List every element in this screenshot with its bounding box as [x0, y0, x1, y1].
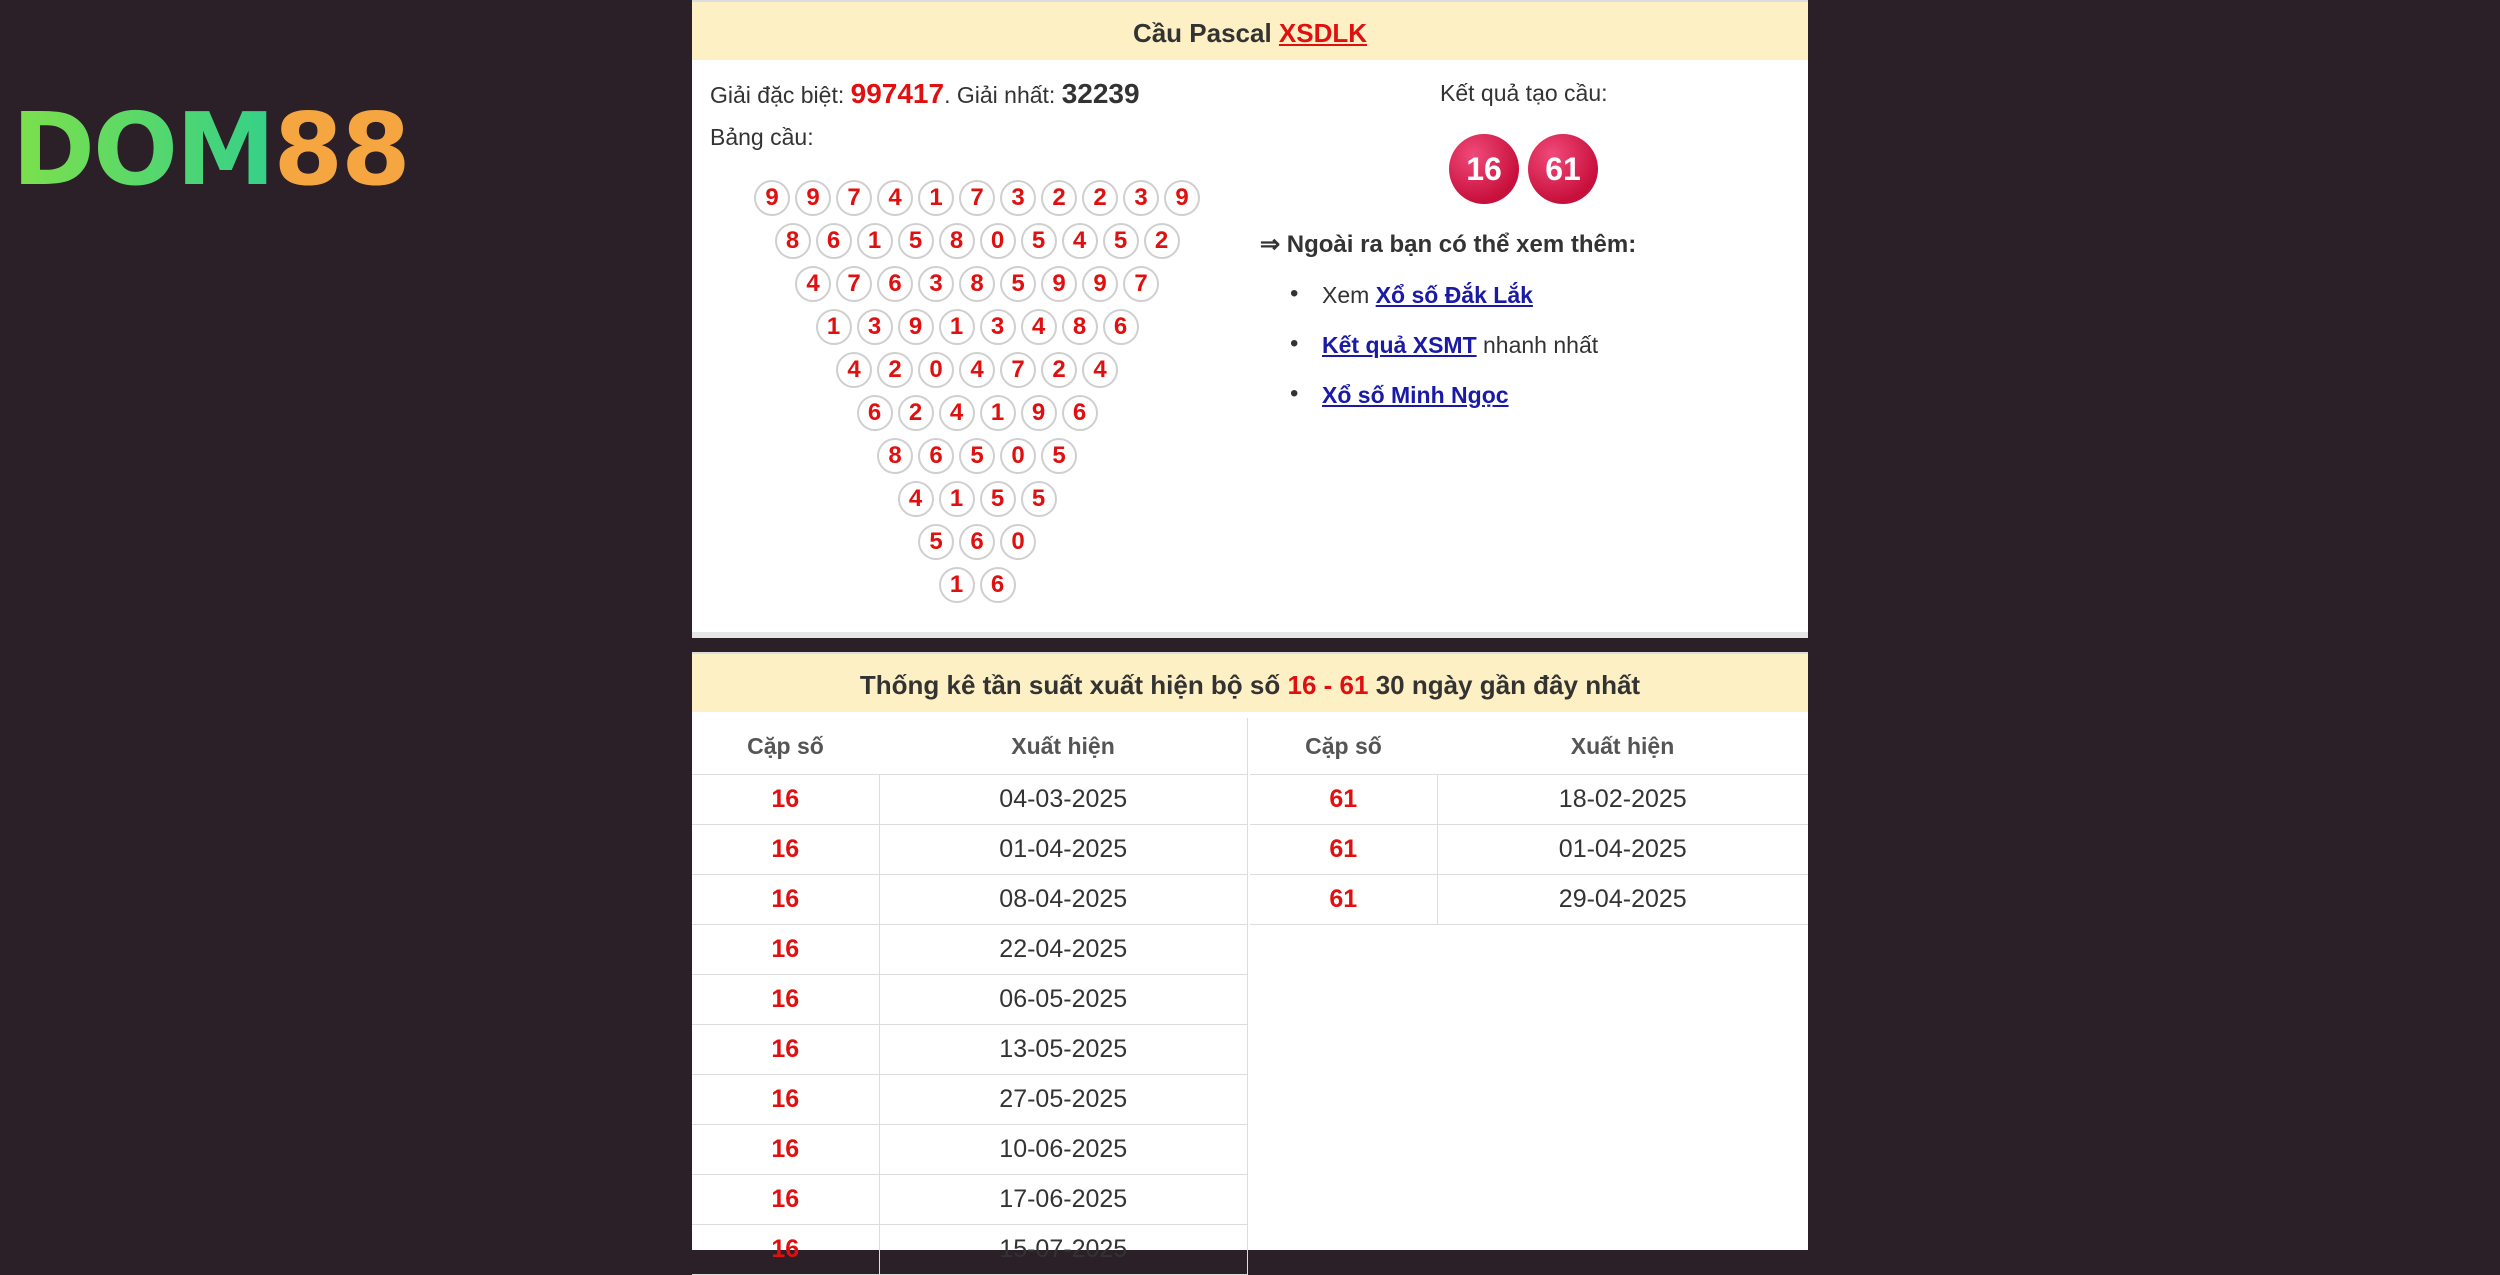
pair-cell: 16	[692, 1025, 879, 1075]
pair-cell: 16	[692, 825, 879, 875]
link-xo-so-dak-lak[interactable]: Xổ số Đắk Lắk	[1375, 282, 1533, 308]
pair-cell: 61	[1250, 825, 1437, 875]
triangle-digit: 2	[1082, 180, 1118, 216]
logo-text-88: 88	[273, 91, 409, 208]
first-prize-value: 32239	[1061, 78, 1140, 109]
table-row	[692, 825, 1248, 875]
xsdlk-link[interactable]: XSDLK	[1278, 18, 1368, 48]
more-links-list	[1290, 282, 1598, 432]
link-prefix: Xem	[1322, 282, 1376, 308]
triangle-digit: 4	[1021, 309, 1057, 345]
triangle-digit: 5	[1041, 438, 1077, 474]
triangle-digit: 4	[1082, 352, 1118, 388]
triangle-digit: 0	[1000, 438, 1036, 474]
table-row	[692, 1175, 1248, 1225]
triangle-digit: 5	[1021, 223, 1057, 259]
table-row	[1250, 875, 1808, 925]
date-cell: 06-05-2025	[879, 975, 1248, 1025]
pair-cell: 16	[692, 975, 879, 1025]
triangle-digit: 9	[1041, 266, 1077, 302]
triangle-digit: 2	[1041, 352, 1077, 388]
col-date-header: Xuất hiện	[879, 718, 1248, 775]
triangle-digit: 5	[1103, 223, 1139, 259]
triangle-digit: 5	[918, 524, 954, 560]
pascal-title-text: Cầu Pascal	[1132, 18, 1272, 48]
stats-panel	[692, 652, 1808, 1263]
date-cell: 15-07-2025	[879, 1225, 1248, 1275]
pair-cell: 16	[692, 875, 879, 925]
triangle-digit: 3	[980, 309, 1016, 345]
triangle-digit: 4	[836, 352, 872, 388]
triangle-digit: 4	[1062, 223, 1098, 259]
triangle-digit: 4	[959, 352, 995, 388]
date-cell: 27-05-2025	[879, 1075, 1248, 1125]
table-row	[692, 1125, 1248, 1175]
logo-text-dom: DOM	[12, 91, 274, 208]
triangle-digit: 1	[857, 223, 893, 259]
triangle-digit: 5	[1000, 266, 1036, 302]
stats-table-right	[1250, 718, 1808, 925]
col-date-header: Xuất hiện	[1437, 718, 1808, 775]
triangle-digit: 6	[1103, 309, 1139, 345]
triangle-digit: 8	[775, 223, 811, 259]
triangle-digit: 3	[918, 266, 954, 302]
triangle-digit: 4	[898, 481, 934, 517]
triangle-digit: 5	[980, 481, 1016, 517]
date-cell: 22-04-2025	[879, 925, 1248, 975]
table-row	[692, 775, 1248, 825]
triangle-digit: 4	[877, 180, 913, 216]
triangle-digit: 5	[1021, 481, 1057, 517]
prize-info	[710, 78, 1140, 110]
more-title: ⇒ Ngoài ra bạn có thể xem thêm:	[1260, 231, 1637, 258]
triangle-digit: 1	[918, 180, 954, 216]
triangle-digit: 7	[959, 180, 995, 216]
result-ball-1: 16	[1449, 134, 1519, 204]
table-row	[692, 925, 1248, 975]
pascal-panel	[692, 0, 1808, 638]
triangle-digit: 8	[939, 223, 975, 259]
date-cell: 13-05-2025	[879, 1025, 1248, 1075]
table-row	[1250, 825, 1808, 875]
triangle-digit: 8	[877, 438, 913, 474]
date-cell: 18-02-2025	[1437, 775, 1808, 825]
triangle-digit: 4	[795, 266, 831, 302]
pair-cell: 16	[692, 775, 879, 825]
triangle-digit: 6	[918, 438, 954, 474]
triangle-digit: 1	[939, 567, 975, 603]
link-xo-so-minh-ngoc[interactable]: Xổ số Minh Ngọc	[1322, 382, 1509, 408]
triangle-digit: 1	[939, 481, 975, 517]
date-cell: 01-04-2025	[1437, 825, 1808, 875]
triangle-digit: 6	[1062, 395, 1098, 431]
date-cell: 17-06-2025	[879, 1175, 1248, 1225]
pair-cell: 61	[1250, 875, 1437, 925]
triangle-digit: 6	[877, 266, 913, 302]
triangle-digit: 1	[980, 395, 1016, 431]
table-row	[692, 975, 1248, 1025]
col-pair-header: Cặp số	[692, 718, 879, 775]
triangle-digit: 6	[959, 524, 995, 560]
triangle-digit: 7	[1123, 266, 1159, 302]
date-cell: 01-04-2025	[879, 825, 1248, 875]
pair-cell: 16	[692, 1225, 879, 1275]
triangle-digit: 4	[939, 395, 975, 431]
special-prize-label: Giải đặc biệt:	[710, 82, 845, 108]
triangle-digit: 7	[836, 266, 872, 302]
list-item	[1290, 382, 1598, 432]
pair-cell: 61	[1250, 775, 1437, 825]
table-row	[1250, 775, 1808, 825]
pair-cell: 16	[692, 1075, 879, 1125]
date-cell: 08-04-2025	[879, 875, 1248, 925]
triangle-digit: 1	[939, 309, 975, 345]
date-cell: 04-03-2025	[879, 775, 1248, 825]
link-ket-qua-xsmt[interactable]: Kết quả XSMT	[1322, 332, 1477, 358]
triangle-digit: 9	[1082, 266, 1118, 302]
stats-table-left	[692, 718, 1248, 1275]
date-cell: 10-06-2025	[879, 1125, 1248, 1175]
triangle-digit: 9	[898, 309, 934, 345]
triangle-digit: 5	[898, 223, 934, 259]
triangle-digit: 6	[980, 567, 1016, 603]
triangle-digit: 8	[959, 266, 995, 302]
triangle-digit: 3	[1000, 180, 1036, 216]
list-item	[1290, 332, 1598, 382]
triangle-digit: 9	[1021, 395, 1057, 431]
triangle-digit: 2	[1144, 223, 1180, 259]
pair-cell: 16	[692, 1175, 879, 1225]
triangle-digit: 0	[980, 223, 1016, 259]
triangle-digit: 7	[836, 180, 872, 216]
stats-title-pair: 16 - 61	[1287, 670, 1369, 700]
triangle-digit: 9	[1164, 180, 1200, 216]
pair-cell: 16	[692, 925, 879, 975]
table-row	[692, 875, 1248, 925]
link-suffix: nhanh nhất	[1476, 332, 1599, 358]
stats-title-suffix: 30 ngày gần đây nhất	[1375, 670, 1641, 700]
special-prize-value: 997417	[850, 78, 945, 109]
triangle-digit: 0	[918, 352, 954, 388]
triangle-digit: 8	[1062, 309, 1098, 345]
triangle-digit: 3	[857, 309, 893, 345]
dom88-logo	[12, 91, 409, 208]
table-row	[692, 1025, 1248, 1075]
triangle-digit: 9	[754, 180, 790, 216]
triangle-digit: 2	[898, 395, 934, 431]
triangle-digit: 9	[795, 180, 831, 216]
triangle-digit: 6	[857, 395, 893, 431]
date-cell: 29-04-2025	[1437, 875, 1808, 925]
triangle-digit: 7	[1000, 352, 1036, 388]
triangle-digit: 2	[1041, 180, 1077, 216]
result-ball-2: 61	[1528, 134, 1598, 204]
triangle-digit: 6	[816, 223, 852, 259]
triangle-digit: 5	[959, 438, 995, 474]
stats-title-prefix: Thống kê tần suất xuất hiện bộ số	[859, 670, 1281, 700]
table-row	[692, 1075, 1248, 1125]
stats-title	[692, 652, 1808, 712]
pascal-title	[692, 0, 1808, 60]
triangle-digit: 0	[1000, 524, 1036, 560]
result-label: Kết quả tạo cầu:	[1440, 80, 1608, 106]
first-prize-label: . Giải nhất:	[944, 82, 1056, 108]
col-pair-header: Cặp số	[1250, 718, 1437, 775]
table-label: Bảng cầu:	[710, 124, 814, 150]
triangle-digit: 1	[816, 309, 852, 345]
triangle-digit: 2	[877, 352, 913, 388]
triangle-digit: 3	[1123, 180, 1159, 216]
pair-cell: 16	[692, 1125, 879, 1175]
list-item	[1290, 282, 1598, 332]
